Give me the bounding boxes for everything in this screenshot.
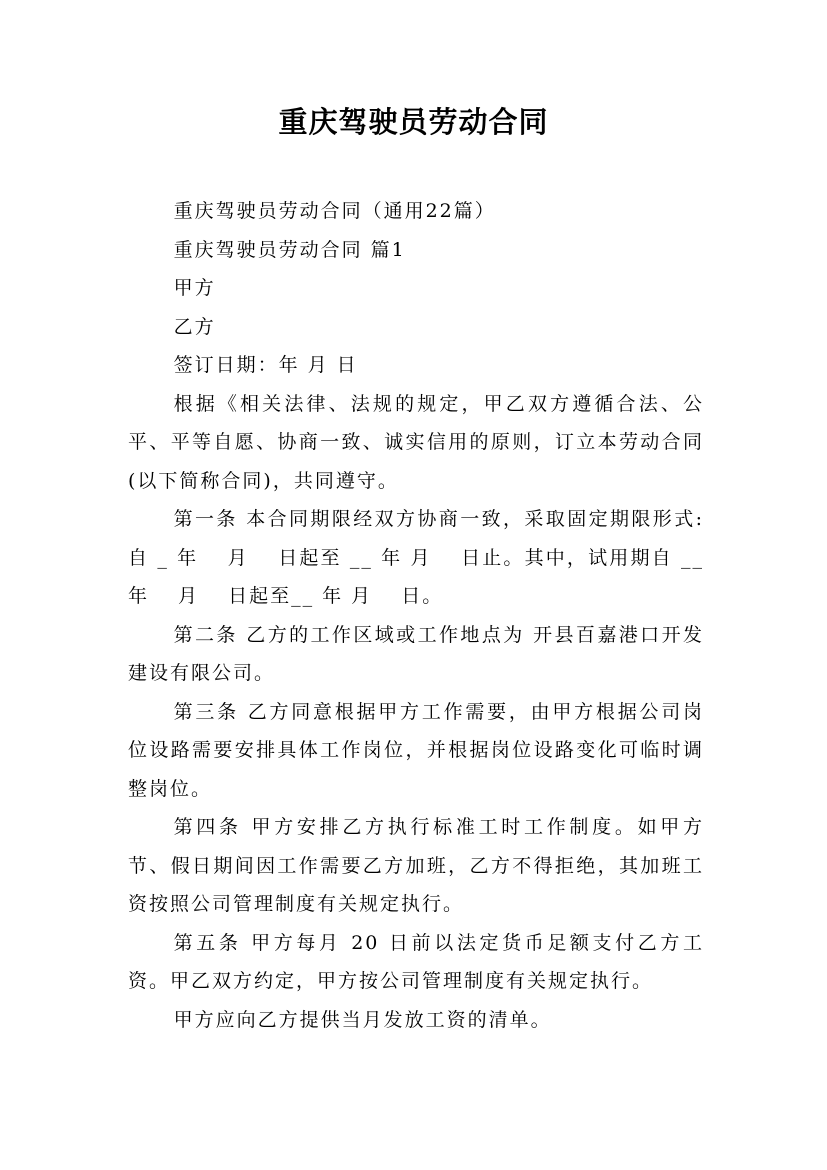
article-2-paragraph: 第二条 乙方的工作区域或工作地点为 开县百嘉港口开发建设有限公司。 (128, 623, 704, 684)
preamble-paragraph: 根据《相关法律、法规的规定，甲乙双方遵循合法、公平、平等自愿、协商一致、诚实信用的原则，订立本劳动合同(以下简称合同)，共同遵守。 (128, 392, 704, 492)
party-b-line: 乙方 (173, 315, 216, 338)
document-title: 重庆驾驶员劳动合同 (278, 105, 549, 139)
salary-list-paragraph: 甲方应向乙方提供当月发放工资的清单。 (173, 1008, 552, 1031)
document-body (128, 192, 704, 1039)
section-heading: 重庆驾驶员劳动合同 篇1 (173, 238, 406, 261)
party-a-line: 甲方 (173, 277, 216, 299)
subtitle-paragraph: 重庆驾驶员劳动合同（通用22篇） (173, 200, 496, 222)
article-4-paragraph: 第四条 甲方安排乙方执行标准工时工作制度。如甲方节、假日期间因工作需要乙方加班，乙方不得拒绝，其加班工资按照公司管理制度有关规定执行。 (128, 816, 704, 915)
article-3-paragraph: 第三条 乙方同意根据甲方工作需要，由甲方根据公司岗位设路需要安排具体工作岗位，并根据岗位设路变化可临时调整岗位。 (128, 700, 704, 800)
article-5-paragraph: 第五条 甲方每月 20 日前以法定货币足额支付乙方工资。甲乙双方约定，甲方按公司管理制度有关规定执行。 (128, 931, 704, 992)
article-1-paragraph: 第一条 本合同期限经双方协商一致，采取固定期限形式:自 _ 年 月 日起至 __ 年 月 日止。其中，试用期自 __ 年 月 日起至__ 年 月 日。 (128, 508, 704, 607)
signing-date-line: 签订日期：年 月 日 (173, 354, 358, 376)
